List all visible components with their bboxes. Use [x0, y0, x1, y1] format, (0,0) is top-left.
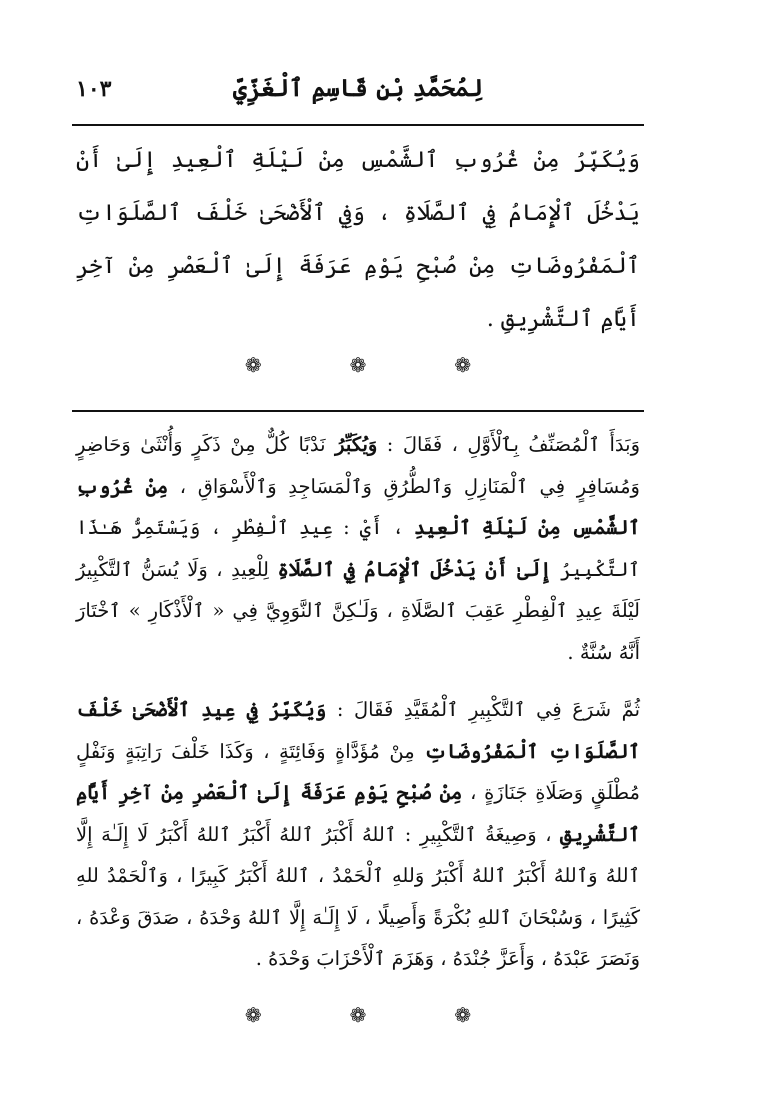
sharh-text: وَبَدَأَ ٱلْمُصَنِّفُ بِٱلْأَوَّلِ ، فَقَالَ : — [377, 433, 640, 456]
sharh-commentary — [72, 424, 644, 980]
ornament-star-icon: ❁ — [454, 1002, 472, 1027]
header-rule — [72, 124, 644, 126]
sharh-text: نَدْبًا كُلٌّ مِنْ ذَكَرٍ وَأُنْثَىٰ وَحَاضِرٍ وَمُسَافِرٍ فِي ٱلْمَنَازِلِ وَٱلطُّرُقِ وَٱلْمَسَاجِدِ وَٱلْأَسْوَاقِ ، — [76, 433, 640, 498]
matn-quote: مِنْ صُبْحِ يَوْمِ عَرَفَةَ إِلَىٰ ٱلْعَصْرِ مِنْ آخِرِ أَيَّامِ ٱلتَّشْرِيقِ — [76, 781, 640, 846]
page-header — [72, 68, 644, 112]
matn-text: وَيُكَبِّرُ مِنْ غُرُوبِ ٱلشَّمْسِ مِنْ لَيْلَةِ ٱلْعِيدِ إِلَىٰ أَنْ يَدْخُلَ ٱلْإِمَامُ فِي ٱلصَّلَاةِ ، وَفِي ٱلْأَضْحَىٰ خَلْفَ ٱلصَّلَوَاتِ ٱلْمَفْرُوضَاتِ مِنْ صُبْحِ يَوْمِ عَرَفَةَ إِلَىٰ ٱلْعَصْرِ مِنْ آخِرِ أَيَّامِ ٱلتَّشْرِيقِ . — [76, 147, 640, 332]
sharh-paragraph-1 — [76, 424, 640, 673]
sharh-text: ، أَيْ : عِيدِ ٱلْفِطْرِ ، وَيَسْتَمِرُّ هَـٰذَا ٱلتَّكْبِيرُ — [76, 516, 640, 581]
matn-sharh-divider — [72, 410, 644, 412]
ornament-star-icon: ❁ — [349, 1002, 367, 1027]
page-number: ١٠٣ — [76, 76, 112, 102]
sharh-text: ثُمَّ شَرَعَ فِي ٱلتَّكْبِيرِ ٱلْمُقَيَّدِ فَقَالَ : — [326, 698, 641, 721]
matn-quote: وَيُكَبِّرُ — [335, 433, 378, 456]
ornament-star-icon: ❁ — [454, 353, 472, 377]
running-title: لِمُحَمَّدِ بْنِ قَاسِمِ ٱلْغَزِّيِّ — [232, 73, 484, 102]
sharh-text: مِنْ مُؤَدَّاةٍ وَفَائِتَةٍ ، وَكَذَا خَلْفَ رَاتِبَةٍ وَنَفْلٍ مُطْلَقٍ وَصَلَاةِ جَنَازَةٍ ، — [76, 739, 641, 804]
matn-quote: وَيُكَبِّرُ فِي عِيدِ ٱلْأَضْحَىٰ خَلْفَ ٱلصَّلَوَاتِ ٱلْمَفْرُوضَاتِ — [76, 698, 640, 763]
ornament-star-icon: ❁ — [244, 353, 262, 377]
sharh-text: لِلْعِيدِ ، وَلَا يُسَنُّ ٱلتَّكْبِيرُ لَيْلَةَ عِيدِ ٱلْفِطْرِ عَقِبَ ٱلصَّلَاةِ ، وَلَـٰكِنَّ ٱلنَّوَوِيَّ فِي « ٱلْأَذْكَارِ » ٱخْتَارَ أَنَّهُ سُنَّةٌ . — [76, 557, 640, 664]
sharh-paragraph-2 — [76, 689, 640, 980]
ornament-star-icon: ❁ — [244, 1002, 262, 1027]
book-page — [72, 68, 644, 1058]
section-separator-bottom — [72, 1000, 644, 1030]
section-separator-top — [72, 350, 644, 380]
ornament-star-icon: ❁ — [349, 353, 367, 377]
matn-quote: مِنْ غُرُوبِ ٱلشَّمْسِ مِنْ لَيْلَةِ ٱلْعِيدِ — [76, 474, 640, 539]
matn-quote: إِلَىٰ أَنْ يَدْخُلَ ٱلْإِمَامُ فِي ٱلصَّلَاةِ — [277, 557, 552, 581]
sharh-text: ، وَصِيغَةُ ٱلتَّكْبِيرِ : ٱللهُ أَكْبَرُ ٱللهُ أَكْبَرُ ٱللهُ أَكْبَرُ لَا إِلَـٰهَ إِلَّا ٱللهُ وَٱللهُ أَكْبَرُ ٱللهُ أَكْبَرُ وَللهِ ٱلْحَمْدُ ، ٱللهُ أَكْبَرُ كَبِيرًا ، وَٱلْحَمْدُ للهِ كَثِيرًا ، وَسُبْحَانَ ٱللهِ بُكْرَةً وَأَصِيلًا ، لَا إِلَـٰهَ إِلَّا ٱللهُ وَحْدَهُ ، صَدَقَ وَعْدَهُ ، وَنَصَرَ عَبْدَهُ ، وَأَعَزَّ جُنْدَهُ ، وَهَزَمَ ٱلْأَحْزَابَ وَحْدَهُ . — [76, 822, 640, 970]
